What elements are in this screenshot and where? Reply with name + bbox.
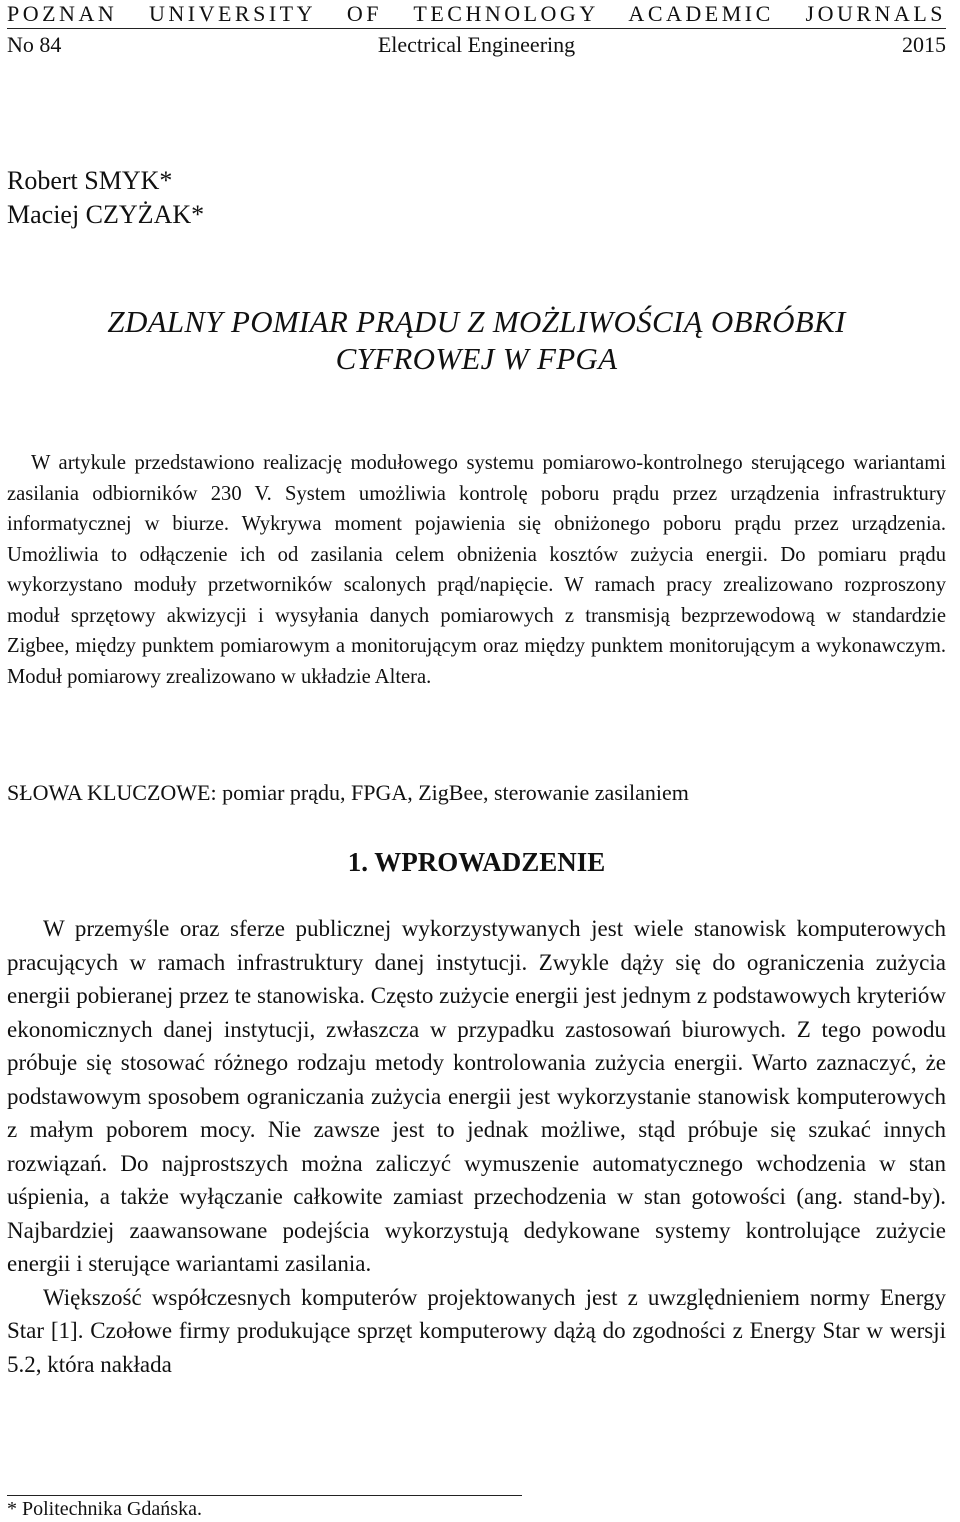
- section-body: [7, 912, 946, 1381]
- body-paragraph: W przemyśle oraz sferze publicznej wykorzystywanych jest wiele stanowisk komputerowych pracujących w ramach infrastruktury danej instytucji. Zwykle dąży się do ograniczenia zużycia energii pobieranej przez te stanowiska. Często zużycie energii jest jednym z podstawowych kryteriów ekonomicznych danej instytucji, zwłaszcza w przypadku zastosowań biurowych. Z tego powodu próbuje się stosować różnego rodzaju metody kontrolowania zużycia energii. Warto zaznaczyć, że podstawowym sposobem ograniczania zużycia energii jest wykorzystanie stanowisk komputerowych z małym poborem mocy. Nie zawsze jest to jednak możliwe, stąd próbuje się szukać innych rozwiązań. Do najprostszych można zaliczyć wymuszenie automatycznego wchodzenia w stan uśpienia, a także wyłączanie całkowite zamiast przechodzenia w stan gotowości (ang. stand-by). Najbardziej zaawansowane podejścia wykorzystują dedykowane systemy kontrolujące zużycie energii i sterujące wariantami zasilania.: [7, 916, 946, 1276]
- issue-number: No 84: [7, 32, 62, 57]
- author-list: [7, 164, 204, 232]
- footnote-divider: [7, 1495, 522, 1496]
- author-name: Maciej CZYŻAK*: [7, 200, 205, 229]
- abstract: [7, 448, 946, 692]
- title-line: CYFROWEJ W FPGA: [335, 341, 618, 376]
- body-paragraph: Większość współczesnych komputerów projektowanych jest z uwzględnieniem normy Energy Star [1]. Czołowe firmy produkujące sprzęt komputerowy dążą do zgodności z Energy Star w wersji 5.2, która nakłada: [7, 1284, 946, 1377]
- issue-row: [7, 32, 946, 62]
- title-line: ZDALNY POMIAR PRĄDU Z MOŻLIWOŚCIĄ OBRÓBKI: [107, 304, 846, 339]
- section-heading: 1. WPROWADZENIE: [347, 847, 606, 877]
- keywords: SŁOWA KLUCZOWE: pomiar prądu, FPGA, ZigBee, sterowanie zasilaniem: [7, 780, 689, 805]
- issue-year: 2015: [902, 32, 946, 57]
- author-name: Robert SMYK*: [7, 166, 173, 195]
- series-name: Electrical Engineering: [377, 32, 576, 57]
- footnote: * Politechnika Gdańska.: [7, 1498, 202, 1520]
- abstract-text: W artykule przedstawiono realizację modułowego systemu pomiarowo-kontrolnego sterującego wariantami zasilania odbiorników 230 V. System umożliwia kontrolę poboru prądu przez urządzenia infrastruktury informatycznej w biurze. Wykrywa moment pojawienia się obniżonego poboru prądu przez urządzenia. Umożliwia to odłączenie ich od zasilania celem obniżenia kosztów zużycia energii. Do pomiaru prądu wykorzystano moduły przetworników scalonych prąd/napięcie. W ramach pracy zrealizowano rozproszony moduł sprzętowy akwizycji i wysyłania danych pomiarowych z transmisją bezprzewodową w standardzie Zigbee, między punktem pomiarowym a monitorującym oraz między punktem monitorującym a wykonawczym. Moduł pomiarowy zrealizowano w układzie Altera.: [7, 452, 946, 688]
- paper-title: [7, 303, 946, 377]
- journal-name: POZNAN UNIVERSITY OF TECHNOLOGY ACADEMIC JOURNALS: [7, 0, 946, 29]
